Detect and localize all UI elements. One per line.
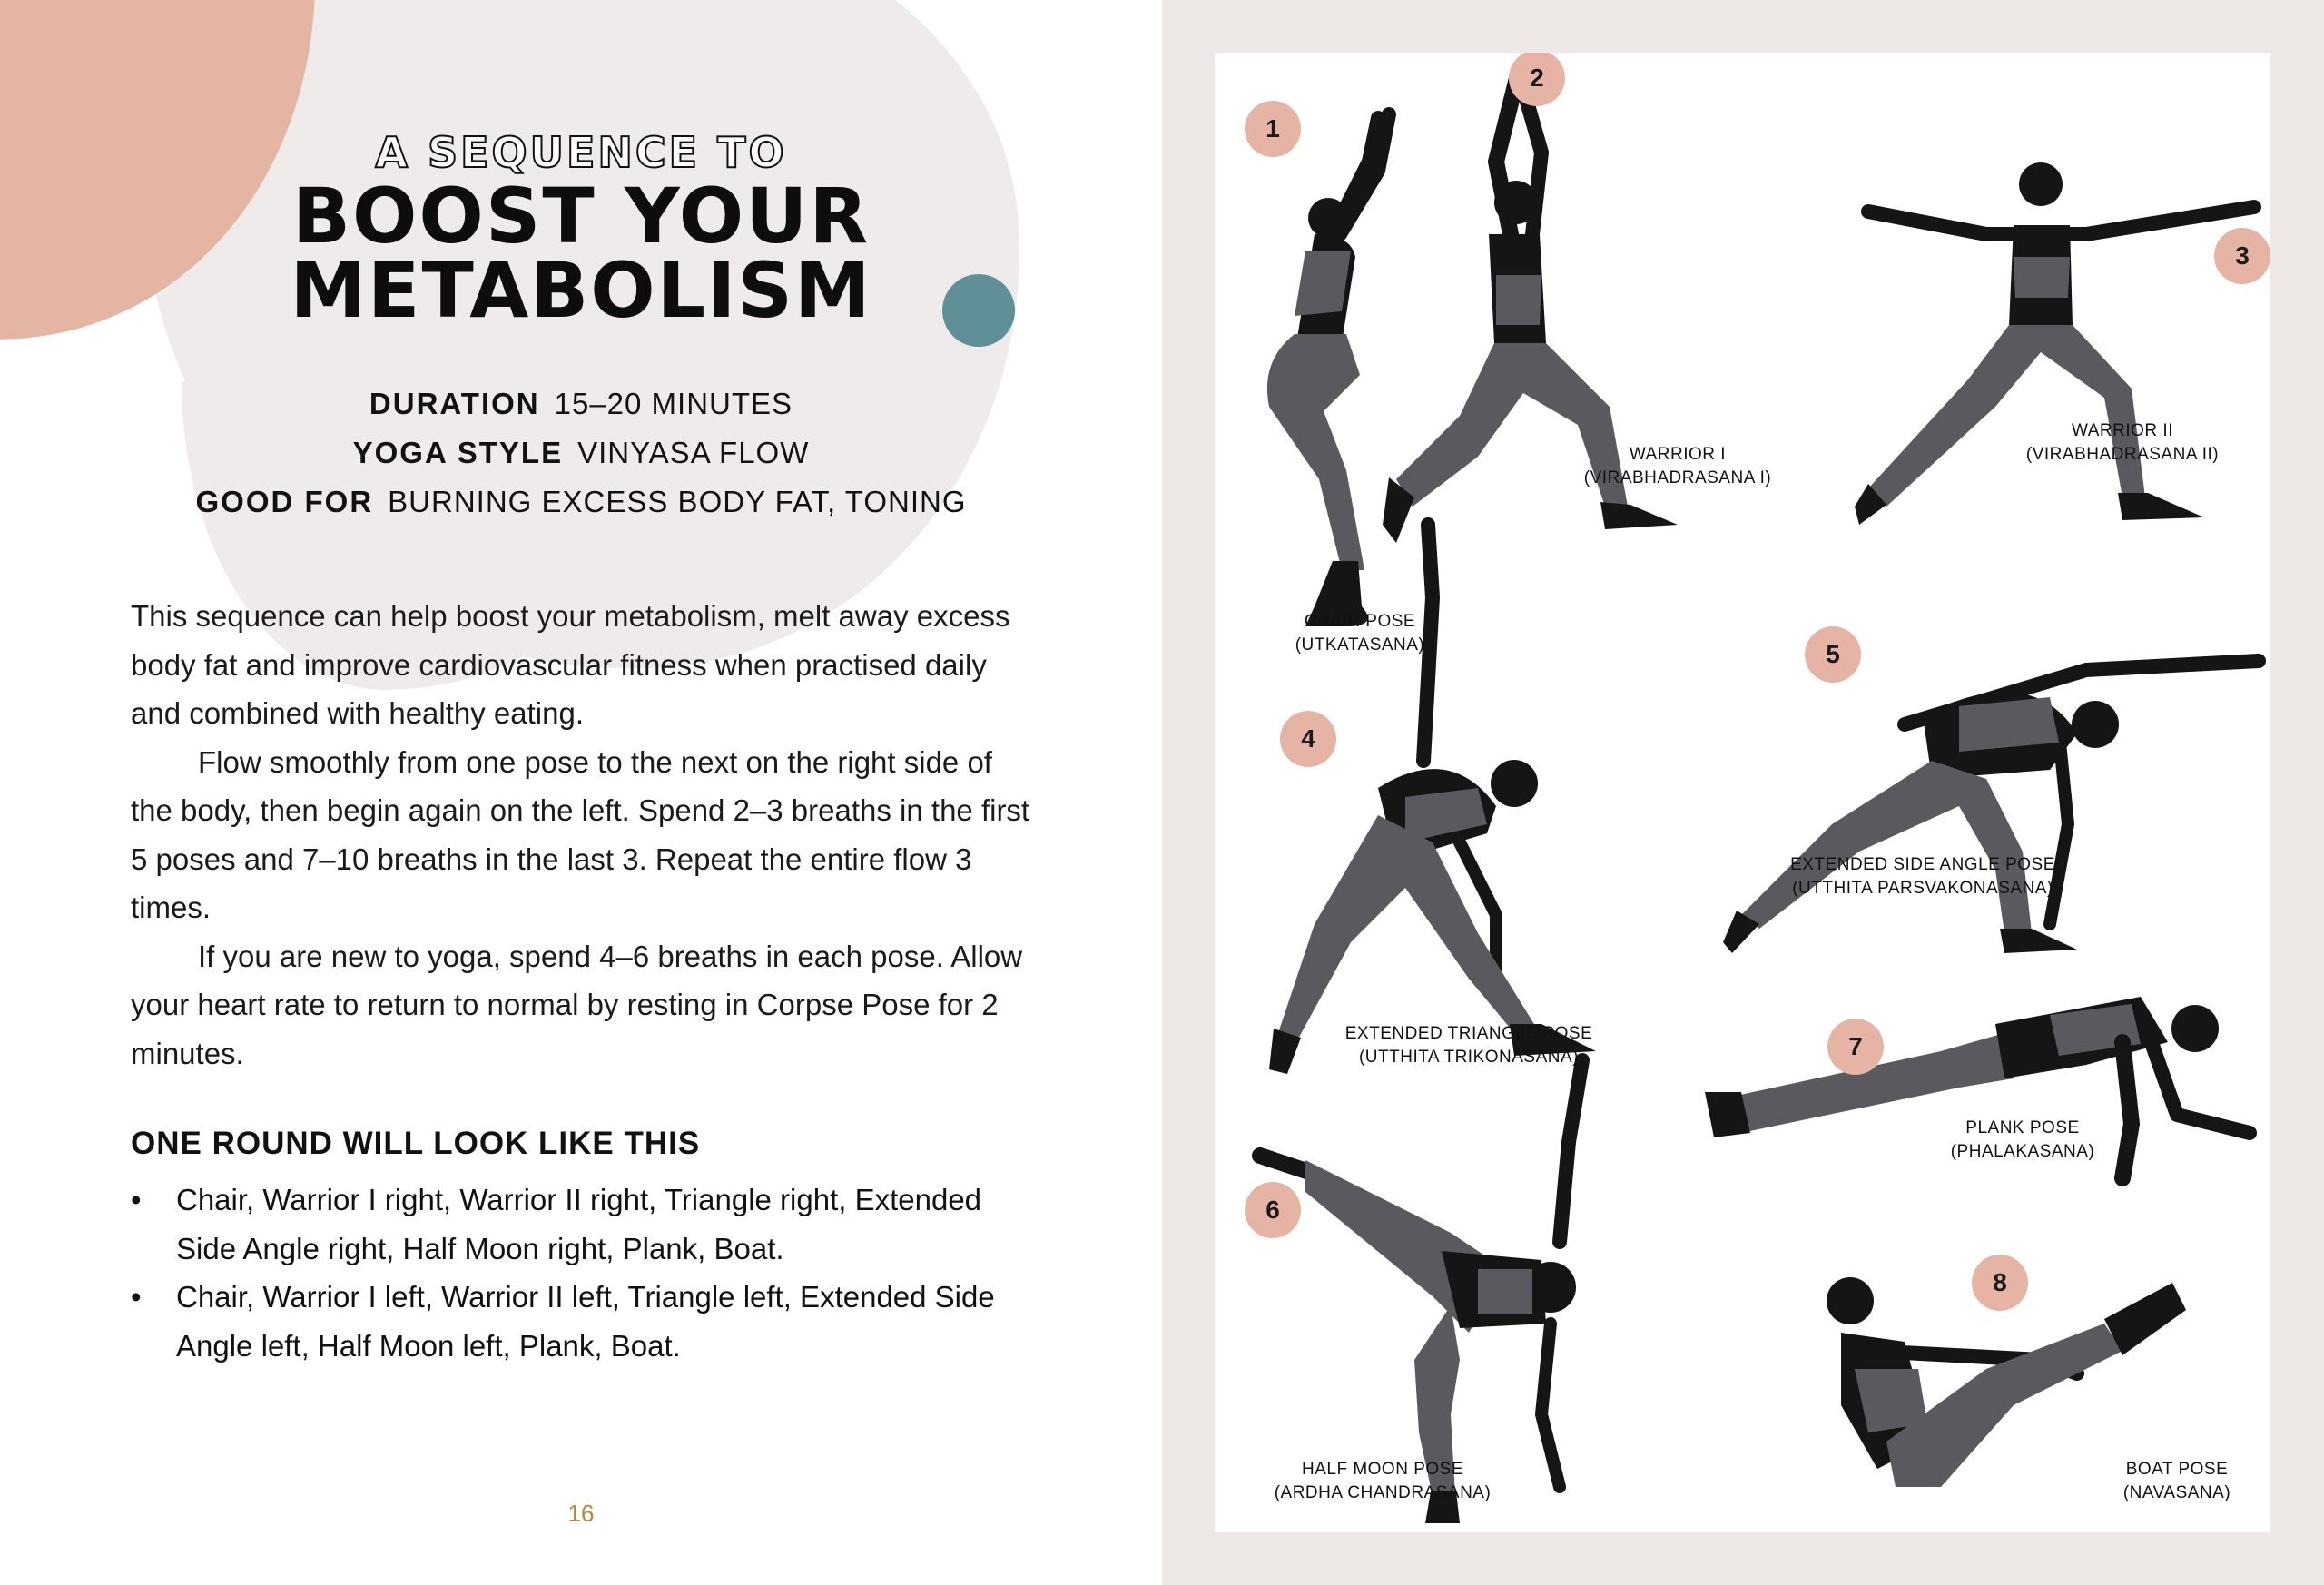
pose-number-badge: 7 — [1827, 1019, 1884, 1075]
pose-name: EXTENDED SIDE ANGLE POSE — [1790, 855, 2055, 874]
pose-caption — [1750, 853, 2095, 901]
meta-good-for — [127, 477, 1035, 527]
meta-key: DURATION — [369, 387, 540, 420]
pose-caption — [1986, 419, 2259, 467]
pose-caption — [1905, 1117, 2141, 1164]
title-kicker: A SEQUENCE TO — [375, 128, 787, 177]
pose-number-badge: 5 — [1805, 626, 1861, 683]
pose-name: WARRIOR II — [2072, 421, 2173, 440]
meta-key: GOOD FOR — [195, 485, 374, 518]
sequence-meta — [127, 379, 1035, 527]
pose-number-badge: 1 — [1245, 101, 1301, 157]
page-title-line-1: BOOST YOUR — [291, 172, 870, 261]
round-list — [131, 1176, 1039, 1370]
meta-key: YOGA STYLE — [352, 436, 564, 469]
pose-sanskrit: (UTTHITA TRIKONASANA) — [1358, 1048, 1580, 1067]
pose-caption — [1541, 443, 1814, 490]
meta-value: 15–20 MINUTES — [554, 387, 793, 420]
paragraph: Flow smoothly from one pose to the next on the right side of the body, then begin again on the left. Spend 2–3 breaths in the first 5 poses and 7–10 breaths in the last 3. Repeat the entire flow 3 times. — [131, 744, 1030, 924]
pose-number-badge: 4 — [1280, 711, 1336, 767]
list-item: • Chair, Warrior I right, Warrior II right, Triangle right, Extended Side Angle right, Half Moon right, Plank, Boat. — [131, 1176, 1039, 1273]
title-block — [182, 127, 980, 335]
page-title-line-2: METABOLISM — [290, 246, 872, 335]
pose-name: EXTENDED TRIANGLE POSE — [1344, 1024, 1593, 1043]
pose-sanskrit: (UTKATASANA) — [1295, 635, 1425, 655]
pose-sanskrit: (VIRABHADRASANA I) — [1583, 468, 1772, 487]
body-text — [131, 592, 1039, 1078]
right-page — [1162, 0, 2324, 1585]
meta-duration — [127, 379, 1035, 428]
pose-name: CHAIR POSE — [1304, 612, 1416, 631]
pose-number-badge: 8 — [1972, 1255, 2028, 1311]
pose-caption — [1242, 610, 1478, 657]
plank-pose-illustration — [1705, 942, 2250, 1242]
warrior-2-pose-illustration — [1859, 98, 2259, 552]
pose-name: PLANK POSE — [1965, 1118, 2080, 1137]
round-heading: ONE ROUND WILL LOOK LIKE THIS — [131, 1126, 701, 1161]
meta-yoga-style — [127, 428, 1035, 477]
pose-caption — [1233, 1458, 1532, 1505]
pose-caption — [1301, 1022, 1637, 1069]
pose-sanskrit: (UTTHITA PARSVAKONASANA) — [1792, 879, 2053, 898]
pose-sanskrit: (VIRABHADRASANA II) — [2025, 445, 2220, 464]
pose-caption — [2086, 1458, 2268, 1505]
pose-sanskrit: (ARDHA CHANDRASANA) — [1274, 1483, 1492, 1502]
meta-value: VINYASA FLOW — [577, 436, 810, 469]
pose-number-badge: 2 — [1509, 53, 1565, 106]
list-item: • Chair, Warrior I left, Warrior II left, Triangle left, Extended Side Angle left, Half Moon left, Plank, Boat. — [131, 1273, 1039, 1370]
pose-illustration-panel — [1215, 53, 2270, 1532]
pose-name: WARRIOR I — [1629, 445, 1727, 464]
page-number: 16 — [567, 1500, 595, 1527]
meta-value: BURNING EXCESS BODY FAT, TONING — [388, 485, 967, 518]
pose-number-badge: 6 — [1245, 1182, 1301, 1238]
extended-side-angle-pose-illustration — [1687, 597, 2268, 979]
pose-sanskrit: (NAVASANA) — [2122, 1483, 2231, 1502]
pose-number-badge: 3 — [2214, 228, 2270, 284]
extended-triangle-pose-illustration — [1269, 507, 1650, 1088]
pose-name: BOAT POSE — [2125, 1460, 2229, 1479]
paragraph: This sequence can help boost your metabolism, melt away excess body fat and improve cardiovascular fitness when practised daily and combined with healthy eating. — [131, 599, 1010, 730]
pose-sanskrit: (PHALAKASANA) — [1950, 1142, 2095, 1161]
pose-name: HALF MOON POSE — [1301, 1460, 1464, 1479]
paragraph: If you are new to yoga, spend 4–6 breaths in each pose. Allow your heart rate to return to normal by resting in Corpse Pose for 2 minutes. — [131, 939, 1023, 1070]
